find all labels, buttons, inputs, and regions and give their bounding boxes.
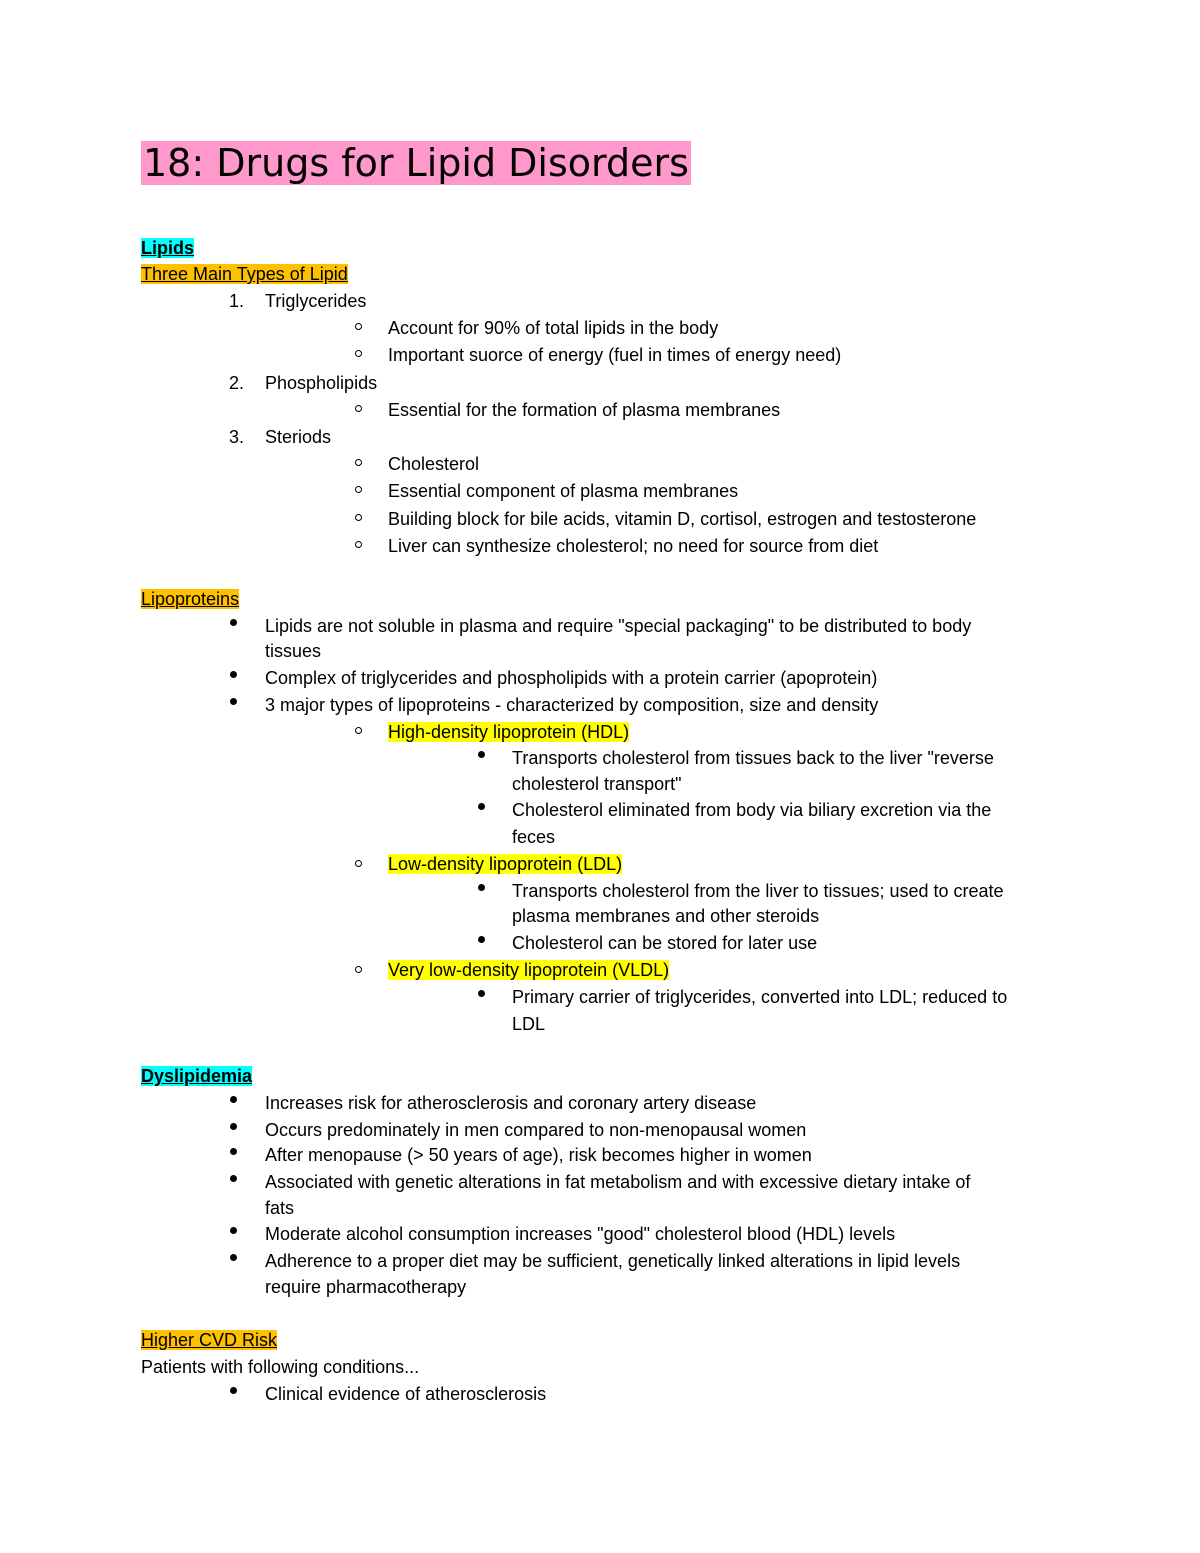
cvd-heading: Higher CVD Risk: [141, 1330, 278, 1350]
list-item: Essential component of plasma membranes: [388, 481, 739, 501]
list-item: Moderate alcohol consumption increases "good" cholesterol blood (HDL) levels: [265, 1224, 896, 1244]
lipids-heading: Lipids: [141, 238, 194, 258]
list-number: 1.: [229, 291, 245, 311]
list-item-continuation: require pharmacotherapy: [265, 1277, 467, 1297]
bullet-icon: [478, 936, 485, 943]
bullet-icon: [230, 1387, 237, 1394]
circle-bullet-icon: [355, 727, 362, 734]
list-item: Cholesterol eliminated from body via biliary excretion via the: [512, 800, 992, 820]
list-item: Lipids are not soluble in plasma and require "special packaging" to be distributed to body: [265, 616, 972, 636]
list-item-continuation: feces: [512, 827, 556, 847]
bullet-icon: [230, 1096, 237, 1103]
bullet-icon: [230, 698, 237, 705]
bullet-icon: [478, 751, 485, 758]
circle-bullet-icon: [355, 486, 362, 493]
list-item-continuation: plasma membranes and other steroids: [512, 906, 820, 926]
bullet-icon: [478, 990, 485, 997]
vldl-label: Very low-density lipoprotein (VLDL): [388, 960, 670, 980]
list-item: Steriods: [265, 427, 332, 447]
lipoproteins-heading: Lipoproteins: [141, 589, 240, 609]
list-number: 2.: [229, 373, 245, 393]
list-item: Phospholipids: [265, 373, 378, 393]
bullet-icon: [478, 884, 485, 891]
list-item: Associated with genetic alterations in fat metabolism and with excessive dietary intake of: [265, 1172, 971, 1192]
list-item-continuation: LDL: [512, 1014, 546, 1034]
list-item: Essential for the formation of plasma membranes: [388, 400, 781, 420]
circle-bullet-icon: [355, 514, 362, 521]
lipids-subheading: Three Main Types of Lipid: [141, 264, 348, 284]
list-item: Clinical evidence of atherosclerosis: [265, 1384, 547, 1404]
list-item: Cholesterol: [388, 454, 480, 474]
list-item-continuation: fats: [265, 1198, 295, 1218]
cvd-intro: Patients with following conditions...: [141, 1357, 420, 1377]
circle-bullet-icon: [355, 459, 362, 466]
list-item: Transports cholesterol from tissues back to the liver "reverse: [512, 748, 994, 768]
circle-bullet-icon: [355, 350, 362, 357]
circle-bullet-icon: [355, 405, 362, 412]
list-item-continuation: cholesterol transport": [512, 774, 682, 794]
list-item: Complex of triglycerides and phospholipids with a protein carrier (apoprotein): [265, 668, 878, 688]
page-title-text: 18: Drugs for Lipid Disorders: [143, 141, 689, 185]
list-item: Account for 90% of total lipids in the body: [388, 318, 719, 338]
bullet-icon: [230, 1123, 237, 1130]
dyslipidemia-heading: Dyslipidemia: [141, 1066, 253, 1086]
page-title: [141, 138, 691, 188]
hdl-label: High-density lipoprotein (HDL): [388, 722, 630, 742]
circle-bullet-icon: [355, 860, 362, 867]
list-item: After menopause (> 50 years of age), risk becomes higher in women: [265, 1145, 812, 1165]
list-item: 3 major types of lipoproteins - characterized by composition, size and density: [265, 695, 879, 715]
circle-bullet-icon: [355, 966, 362, 973]
list-item: Important suorce of energy (fuel in times of energy need): [388, 345, 842, 365]
bullet-icon: [230, 671, 237, 678]
bullet-icon: [230, 1148, 237, 1155]
list-item: Liver can synthesize cholesterol; no need for source from diet: [388, 536, 879, 556]
list-item: Cholesterol can be stored for later use: [512, 933, 818, 953]
list-item: Building block for bile acids, vitamin D, cortisol, estrogen and testosterone: [388, 509, 977, 529]
bullet-icon: [230, 1227, 237, 1234]
circle-bullet-icon: [355, 323, 362, 330]
list-number: 3.: [229, 427, 245, 447]
list-item: Adherence to a proper diet may be sufficient, genetically linked alterations in lipid levels: [265, 1251, 961, 1271]
bullet-icon: [230, 1254, 237, 1261]
list-item-continuation: tissues: [265, 641, 322, 661]
circle-bullet-icon: [355, 541, 362, 548]
list-item: Occurs predominately in men compared to non-menopausal women: [265, 1120, 807, 1140]
bullet-icon: [478, 803, 485, 810]
list-item: Increases risk for atherosclerosis and coronary artery disease: [265, 1093, 757, 1113]
bullet-icon: [230, 1175, 237, 1182]
list-item: Primary carrier of triglycerides, converted into LDL; reduced to: [512, 987, 1008, 1007]
list-item: Triglycerides: [265, 291, 367, 311]
ldl-label: Low-density lipoprotein (LDL): [388, 854, 623, 874]
list-item: Transports cholesterol from the liver to tissues; used to create: [512, 881, 1004, 901]
bullet-icon: [230, 619, 237, 626]
